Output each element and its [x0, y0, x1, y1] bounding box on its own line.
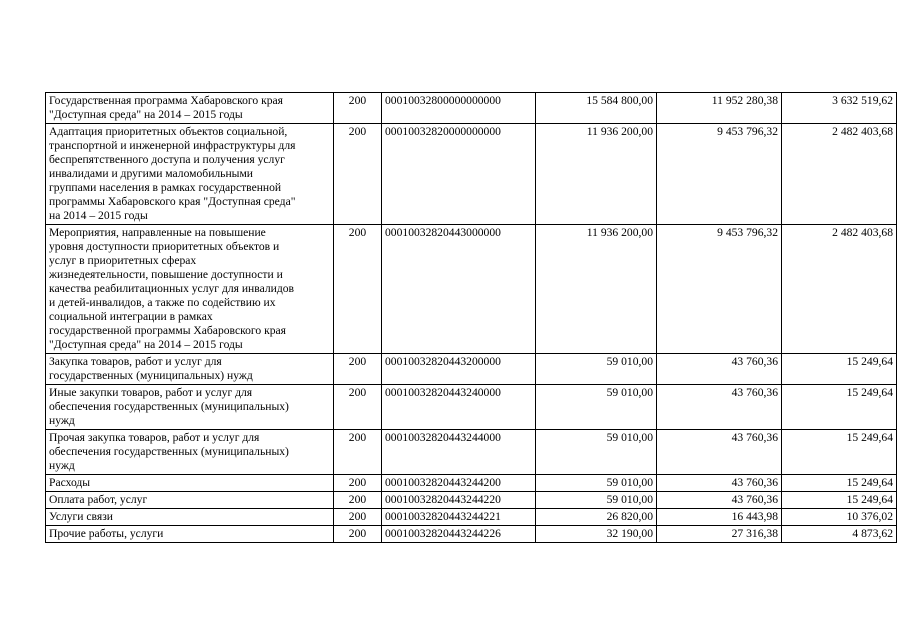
approved-amount-cell: 32 190,00 — [536, 526, 657, 543]
line-code-cell: 200 — [334, 124, 382, 225]
table-row — [46, 124, 897, 225]
approved-amount-cell: 59 010,00 — [536, 430, 657, 475]
unexecuted-amount-cell: 2 482 403,68 — [782, 124, 897, 225]
line-code-cell: 200 — [334, 492, 382, 509]
approved-amount-cell: 26 820,00 — [536, 509, 657, 526]
table-row — [46, 225, 897, 354]
expense-name-cell: Услуги связи — [46, 509, 334, 526]
executed-amount-cell: 27 316,38 — [657, 526, 782, 543]
classification-code-cell: 00010032820443200000 — [382, 354, 536, 385]
table-row — [46, 354, 897, 385]
executed-amount-cell: 9 453 796,32 — [657, 225, 782, 354]
expense-name-cell: Иные закупки товаров, работ и услуг для обеспечения государственных (муниципальных) нужд — [46, 385, 334, 430]
table-row — [46, 430, 897, 475]
expense-name-cell: Государственная программа Хабаровского края "Доступная среда" на 2014 – 2015 годы — [46, 93, 334, 124]
table-row — [46, 509, 897, 526]
line-code-cell: 200 — [334, 354, 382, 385]
table-row — [46, 385, 897, 430]
budget-table-body — [46, 93, 897, 543]
line-code-cell: 200 — [334, 225, 382, 354]
unexecuted-amount-cell: 15 249,64 — [782, 430, 897, 475]
approved-amount-cell: 11 936 200,00 — [536, 225, 657, 354]
executed-amount-cell: 16 443,98 — [657, 509, 782, 526]
expense-name-cell: Оплата работ, услуг — [46, 492, 334, 509]
executed-amount-cell: 43 760,36 — [657, 385, 782, 430]
approved-amount-cell: 15 584 800,00 — [536, 93, 657, 124]
classification-code-cell: 00010032820443000000 — [382, 225, 536, 354]
line-code-cell: 200 — [334, 509, 382, 526]
unexecuted-amount-cell: 15 249,64 — [782, 475, 897, 492]
executed-amount-cell: 43 760,36 — [657, 492, 782, 509]
approved-amount-cell: 11 936 200,00 — [536, 124, 657, 225]
classification-code-cell: 00010032820443244226 — [382, 526, 536, 543]
line-code-cell: 200 — [334, 475, 382, 492]
unexecuted-amount-cell: 10 376,02 — [782, 509, 897, 526]
expense-name-cell: Расходы — [46, 475, 334, 492]
budget-table — [45, 92, 897, 543]
table-row — [46, 93, 897, 124]
expense-name-cell: Прочие работы, услуги — [46, 526, 334, 543]
classification-code-cell: 00010032800000000000 — [382, 93, 536, 124]
executed-amount-cell: 43 760,36 — [657, 475, 782, 492]
table-row — [46, 526, 897, 543]
unexecuted-amount-cell: 15 249,64 — [782, 354, 897, 385]
approved-amount-cell: 59 010,00 — [536, 475, 657, 492]
expense-name-cell: Адаптация приоритетных объектов социальной, транспортной и инженерной инфраструктуры для беспрепятственного доступа и получения услуг инвалидами и другими маломобильными группами населения в рамках государственной программы Хабаровского края "Доступная среда" на 2014 – 2015 годы — [46, 124, 334, 225]
classification-code-cell: 00010032820443244220 — [382, 492, 536, 509]
approved-amount-cell: 59 010,00 — [536, 492, 657, 509]
approved-amount-cell: 59 010,00 — [536, 385, 657, 430]
line-code-cell: 200 — [334, 93, 382, 124]
unexecuted-amount-cell: 15 249,64 — [782, 492, 897, 509]
executed-amount-cell: 43 760,36 — [657, 430, 782, 475]
executed-amount-cell: 9 453 796,32 — [657, 124, 782, 225]
classification-code-cell: 00010032820443244000 — [382, 430, 536, 475]
unexecuted-amount-cell: 2 482 403,68 — [782, 225, 897, 354]
line-code-cell: 200 — [334, 526, 382, 543]
expense-name-cell: Закупка товаров, работ и услуг для государственных (муниципальных) нужд — [46, 354, 334, 385]
executed-amount-cell: 11 952 280,38 — [657, 93, 782, 124]
classification-code-cell: 00010032820443240000 — [382, 385, 536, 430]
approved-amount-cell: 59 010,00 — [536, 354, 657, 385]
expense-name-cell: Прочая закупка товаров, работ и услуг для обеспечения государственных (муниципальных) нужд — [46, 430, 334, 475]
classification-code-cell: 00010032820000000000 — [382, 124, 536, 225]
line-code-cell: 200 — [334, 385, 382, 430]
executed-amount-cell: 43 760,36 — [657, 354, 782, 385]
classification-code-cell: 00010032820443244200 — [382, 475, 536, 492]
table-row — [46, 475, 897, 492]
expense-name-cell: Мероприятия, направленные на повышение уровня доступности приоритетных объектов и услуг в приоритетных сферах жизнедеятельности, повышение доступности и качества реабилитационных услуг для инвалидов и детей-инвалидов, а также по содействию их социальной интеграции в рамках государственной программы Хабаровского края "Доступная среда" на 2014 – 2015 годы — [46, 225, 334, 354]
unexecuted-amount-cell: 4 873,62 — [782, 526, 897, 543]
classification-code-cell: 00010032820443244221 — [382, 509, 536, 526]
unexecuted-amount-cell: 15 249,64 — [782, 385, 897, 430]
line-code-cell: 200 — [334, 430, 382, 475]
unexecuted-amount-cell: 3 632 519,62 — [782, 93, 897, 124]
table-row — [46, 492, 897, 509]
